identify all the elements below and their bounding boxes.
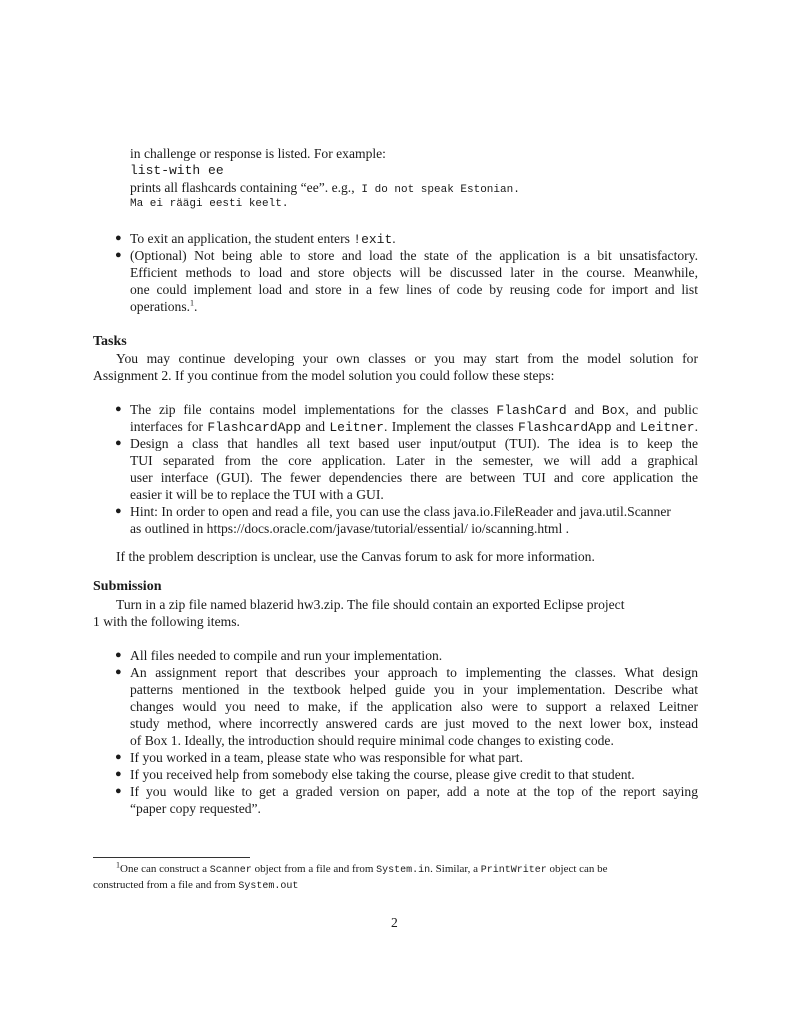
optional-line-4: operations.$^1$. <box>130 298 198 314</box>
tasks-bullet-1-line-2: interfaces for FlashcardApp and Leitner. Implement the classes FlashcardApp and Leitner. <box>130 419 698 435</box>
bullet-icon: ● <box>115 785 122 797</box>
bullet-icon: ● <box>115 666 122 678</box>
bullet-icon: ● <box>115 751 122 763</box>
tasks-heading: Tasks <box>93 334 127 349</box>
submission-bullet-2-line-2: patterns mentioned in the textbook helped guide you in your implementation. Describe what <box>130 682 698 697</box>
code-estonian-example: Ma ei räägi eesti keelt. <box>130 198 289 210</box>
submission-bullet-5-line-1: If you would like to get a graded version on paper, add a note at the top of the report saying <box>130 784 698 799</box>
bullet-exit: To exit an application, the student enters !exit. <box>130 231 396 247</box>
bullet-icon: ● <box>115 249 122 261</box>
bullet-icon: ● <box>115 403 122 415</box>
footnote-rule <box>93 857 250 858</box>
bullet-icon: ● <box>115 649 122 661</box>
intro-line-1: in challenge or response is listed. For example: <box>130 146 386 161</box>
optional-line-3: one could implement load and store in a few lines of code by reusing code for import and list <box>130 282 698 297</box>
bullet-icon: ● <box>115 232 122 244</box>
tasks-bullet-3-line-2: as outlined in https://docs.oracle.com/javase/tutorial/essential/ io/scanning.html . <box>130 521 570 536</box>
tasks-bullet-3-line-1: Hint: In order to open and read a file, you can use the class java.io.FileReader and java.util.Scanner <box>130 504 671 519</box>
tasks-bullet-2-line-4: easier it will be to replace the TUI with a GUI. <box>130 487 384 502</box>
tasks-para-line-1: You may continue developing your own classes or you may start from the model solution for <box>116 351 698 366</box>
code-list-with: list-with ee <box>130 163 224 178</box>
submission-bullet-3: If you worked in a team, please state who was responsible for what part. <box>130 750 523 765</box>
submission-bullet-2-line-3: changes would you need to make, if the application also were to support a relaxed Leitner <box>130 699 698 714</box>
submission-heading: Submission <box>93 579 162 594</box>
optional-line-1: (Optional) Not being able to store and load the state of the application is a bit unsatisfactory. <box>130 248 698 263</box>
page-number: 2 <box>391 915 398 930</box>
tasks-bullet-2-line-3: user interface (GUI). The fewer dependencies there are between TUI and core application the <box>130 470 698 485</box>
tasks-bullet-1-line-1: The zip file contains model implementations for the classes FlashCard and Box, and public <box>130 402 698 418</box>
tasks-para-line-2: Assignment 2. If you continue from the model solution you could follow these steps: <box>93 368 555 383</box>
bullet-icon: ● <box>115 768 122 780</box>
submission-bullet-1: All files needed to compile and run your implementation. <box>130 648 443 663</box>
submission-bullet-2-line-5: of Box 1. Ideally, the introduction should require minimal code changes to existing code. <box>130 733 614 748</box>
optional-line-2: Efficient methods to load and store objects will be discussed later in the course. Meanwhile, <box>130 265 698 280</box>
submission-bullet-2-line-4: study method, where incorrectly answered cards are just moved to the next lower box, instead <box>130 716 698 731</box>
submission-para-line-1: Turn in a zip file named blazerid hw3.zip. The file should contain an exported Eclipse project <box>116 597 625 612</box>
footnote-line-2: constructed from a file and from System.out <box>93 879 299 892</box>
tasks-bullet-2-line-1: Design a class that handles all text based user input/output (TUI). The idea is to keep the <box>130 436 698 451</box>
intro-line-3: prints all flashcards containing “ee”. e.g., I do not speak Estonian. <box>130 180 520 196</box>
tasks-para-2: If the problem description is unclear, use the Canvas forum to ask for more information. <box>116 549 595 564</box>
submission-para-line-2: 1 with the following items. <box>93 614 240 629</box>
submission-bullet-5-line-2: “paper copy requested”. <box>130 801 261 816</box>
submission-bullet-2-line-1: An assignment report that describes your approach to implementing the classes. What design <box>130 665 698 680</box>
bullet-icon: ● <box>115 437 122 449</box>
bullet-icon: ● <box>115 505 122 517</box>
footnote-line-1: $^1$One can construct a Scanner object from a file and from System.in. Similar, a PrintWriter object can be <box>116 860 608 876</box>
tasks-bullet-2-line-2: TUI separated from the core application. Later in the semester, we will add a graphical <box>130 453 698 468</box>
submission-bullet-4: If you received help from somebody else taking the course, please give credit to that student. <box>130 767 635 782</box>
